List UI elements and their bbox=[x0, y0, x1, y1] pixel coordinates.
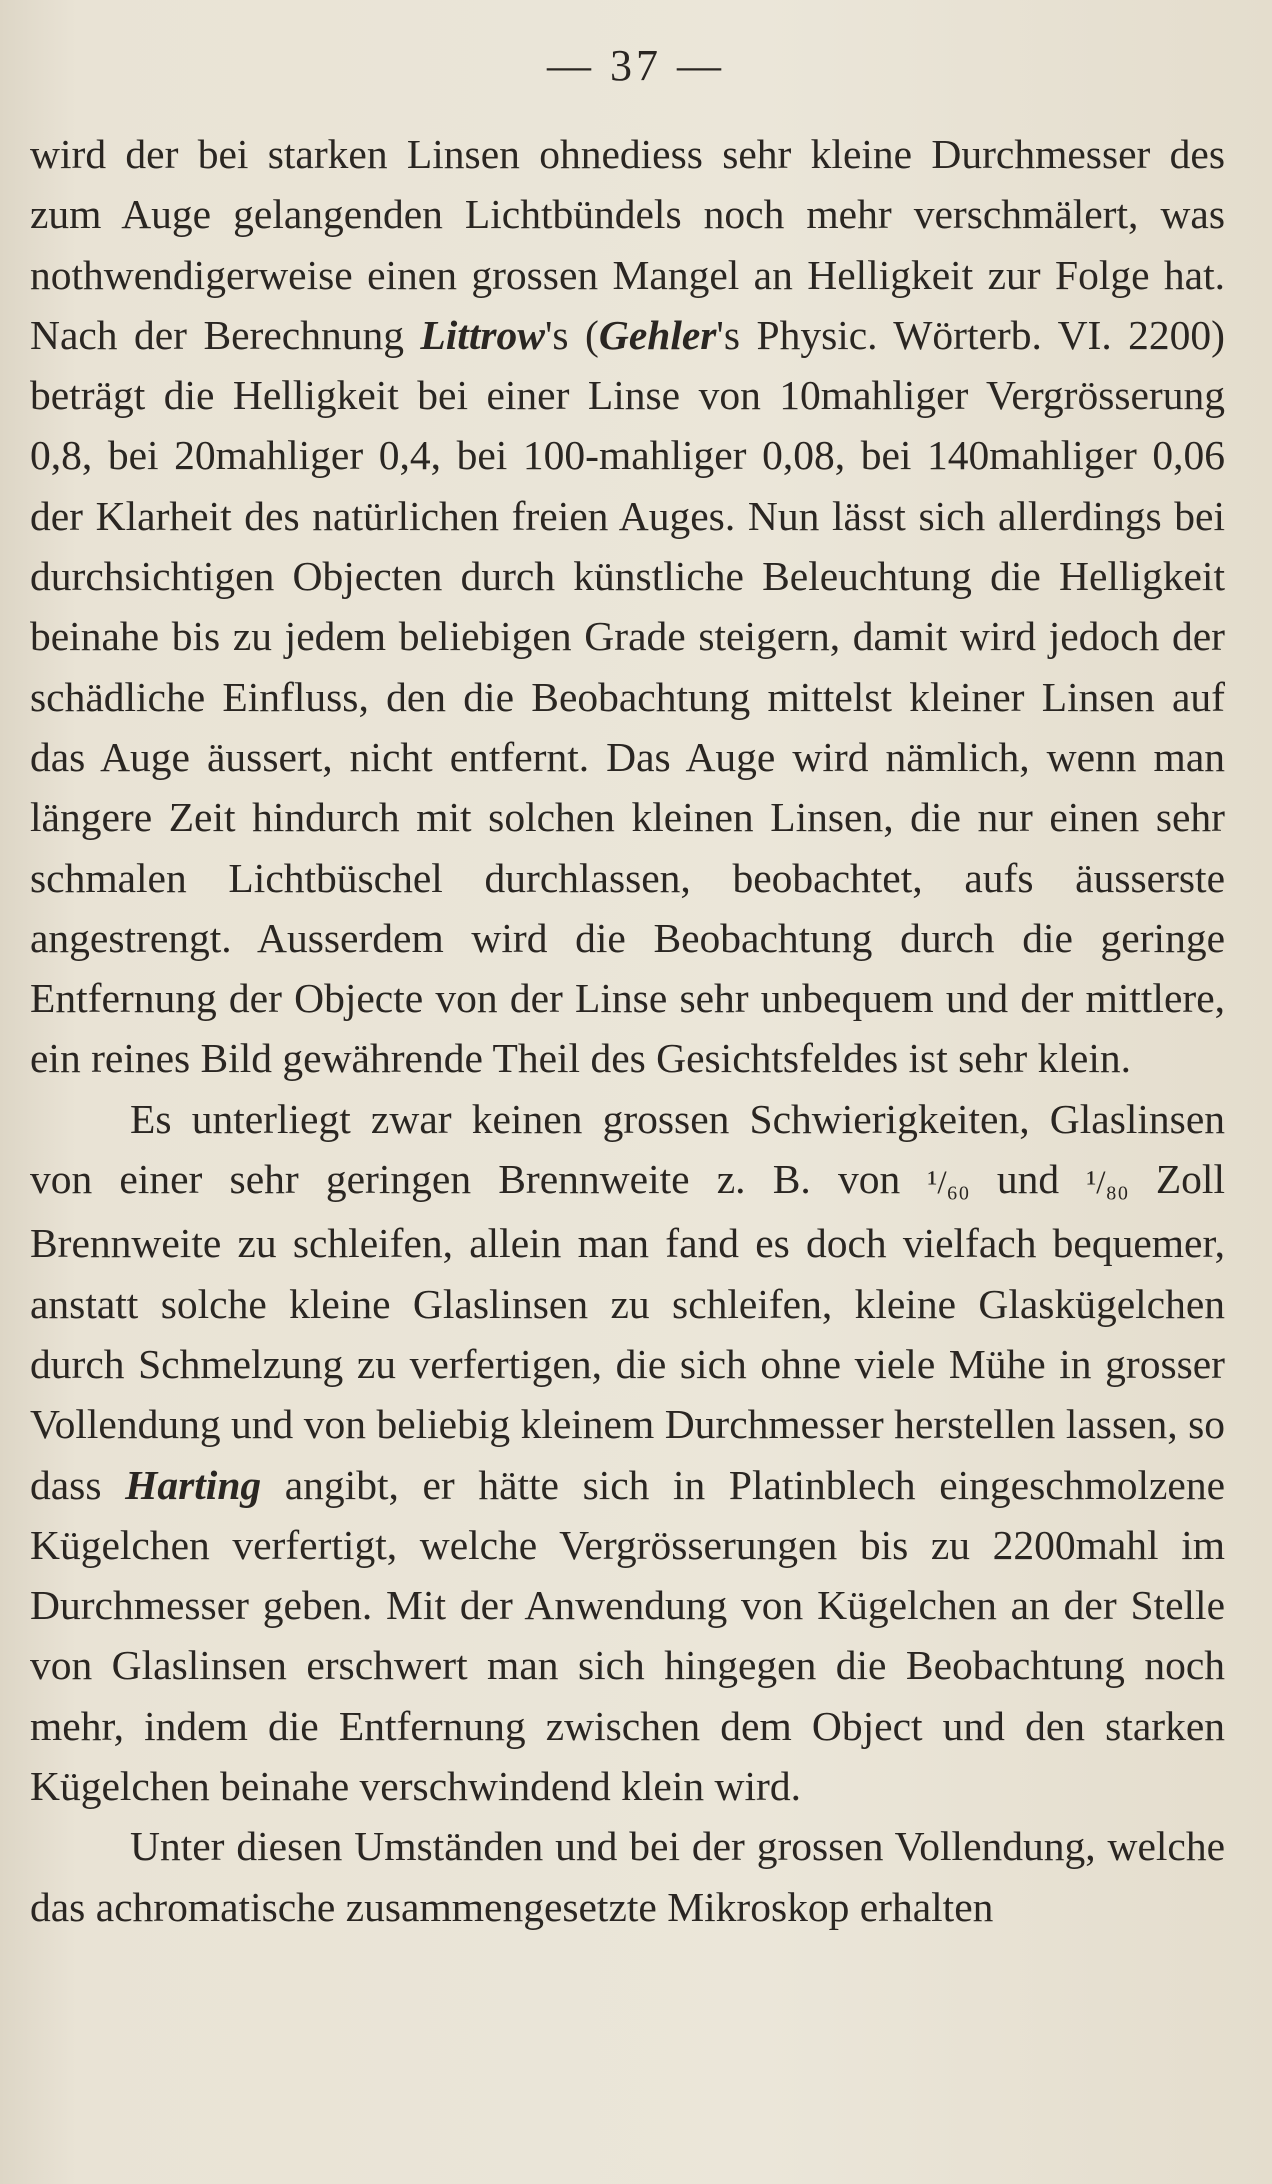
text-run: 's ( bbox=[544, 311, 599, 358]
text-run: Zoll Brennweite zu schleifen, allein man fand es doch vielfach bequemer, anstatt solche kleine Glaslinsen zu schleifen, kleine Glaskügelchen durch Schmelzung zu verfertigen, die sich ohne viele Mühe in grosser Vollendung und von beliebig kleinem Durchmesser herstellen lassen, so dass bbox=[30, 1156, 1225, 1508]
author-name: Gehler bbox=[598, 311, 717, 358]
fraction: ¹/₈₀ bbox=[1086, 1164, 1129, 1202]
page-body bbox=[30, 124, 1225, 1937]
paragraph-3 bbox=[30, 1816, 1225, 1937]
text-run: 's Physic. Wörterb. VI. 2200) beträgt die Helligkeit bei einer Linse von 10mahliger Vergrösserung 0,8, bei 20mahliger 0,4, bei 100-mahliger 0,08, bei 140mahliger 0,06 der Klarheit des natürlichen freien Auges. Nun lässt sich allerdings bei durchsichtigen Objecten durch künstliche Beleuchtung die Helligkeit beinahe bis zu jedem beliebigen Grade steigern, damit wird jedoch der schädliche Einfluss, den die Beobachtung mittelst kleiner Linsen auf das Auge äussert, nicht entfernt. Das Auge wird nämlich, wenn man längere Zeit hindurch mit solchen kleinen Linsen, die nur einen sehr schmalen Lichtbüschel durchlassen, beobachtet, aufs äusserste angestrengt. Ausserdem wird die Beobachtung durch die geringe Entfernung der Objecte von der Linse sehr unbequem und der mittlere, ein reines Bild gewährende Theil des Gesichtsfeldes ist sehr klein. bbox=[30, 311, 1226, 1082]
paragraph-1 bbox=[30, 124, 1225, 1089]
author-name: Littrow bbox=[420, 311, 545, 358]
text-run: Es unterliegt zwar keinen grossen Schwierigkeiten, Glaslinsen von einer sehr geringen Brennweite z. B. von bbox=[30, 1095, 1225, 1203]
text-run: angibt, er hätte sich in Platinblech eingeschmolzene Kügelchen verfertigt, welche Vergrösserungen bis zu 2200mahl im Durchmesser geben. Mit der Anwendung von Kügelchen an der Stelle von Glaslinsen erschwert man sich hingegen die Beobachtung noch mehr, indem die Entfernung zwischen dem Object und den starken Kügelchen beinahe verschwindend klein wird. bbox=[30, 1461, 1225, 1810]
page-number-header: — 37 — bbox=[547, 41, 725, 90]
paragraph-2 bbox=[30, 1089, 1225, 1817]
text-run: wird der bei starken Linsen ohnediess sehr kleine Durchmesser des zum Auge gelangenden Lichtbündels noch mehr verschmälert, was nothwendigerweise einen grossen Mangel an Helligkeit zur Folge hat. Nach der Berechnung bbox=[30, 131, 1225, 358]
fraction: ¹/₆₀ bbox=[927, 1164, 970, 1202]
text-run: und bbox=[969, 1156, 1087, 1203]
author-name: Harting bbox=[125, 1461, 262, 1508]
text-run: Unter diesen Umständen und bei der grossen Vollendung, welche das achromatische zusammengesetzte Mikroskop erhalten bbox=[30, 1823, 1225, 1930]
